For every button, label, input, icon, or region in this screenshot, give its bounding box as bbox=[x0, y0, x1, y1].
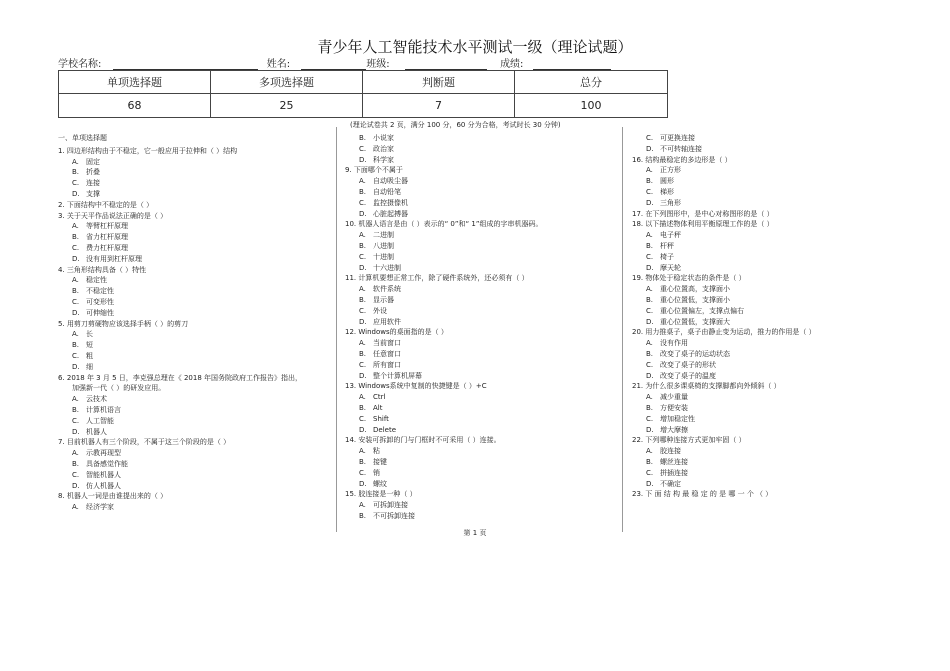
question-text: 23. 下 面 结 构 最 稳 定 的 是 哪 一 个 （ ） bbox=[632, 490, 773, 499]
option-text: 所有窗口 bbox=[373, 360, 401, 369]
answer-option[interactable] bbox=[632, 295, 892, 306]
option-letter: A. bbox=[72, 449, 79, 458]
option-letter: A. bbox=[72, 222, 79, 231]
answer-option[interactable] bbox=[58, 502, 323, 513]
question-text: 19. 物体处于稳定状态的条件是（ ） bbox=[632, 274, 746, 283]
option-text: 仿人机器人 bbox=[86, 481, 121, 490]
option-letter: D. bbox=[646, 144, 654, 153]
answer-option[interactable] bbox=[632, 338, 892, 349]
answer-option[interactable] bbox=[58, 362, 323, 373]
score-value: 68 bbox=[59, 94, 211, 117]
option-text: 正方形 bbox=[660, 166, 681, 175]
option-text: 可变形性 bbox=[86, 297, 114, 306]
option-letter: A. bbox=[72, 330, 79, 339]
option-letter: A. bbox=[359, 285, 366, 294]
answer-option[interactable] bbox=[632, 392, 892, 403]
option-letter: D. bbox=[72, 362, 80, 371]
option-text: Delete bbox=[373, 425, 396, 434]
question-text: 2. 下面结构中不稳定的是（ ） bbox=[58, 200, 154, 209]
option-text: 具备感觉作能 bbox=[86, 459, 128, 468]
option-letter: A. bbox=[72, 503, 79, 512]
answer-option[interactable] bbox=[632, 241, 892, 252]
student-info-row bbox=[58, 55, 678, 70]
option-text: 销 bbox=[373, 468, 380, 477]
question-text: 4. 三角形结构具备（ ）特性 bbox=[58, 265, 147, 274]
question-text: 9. 下面哪个不属于 bbox=[345, 166, 403, 175]
option-letter: D. bbox=[359, 371, 367, 380]
question-text: 3. 关于天平作品说法正确的是（ ） bbox=[58, 211, 168, 220]
option-text: 十进制 bbox=[373, 252, 394, 261]
option-text: 八进制 bbox=[373, 241, 394, 250]
answer-option[interactable] bbox=[345, 392, 610, 403]
section-title: 一、单项选择题 bbox=[58, 134, 107, 142]
option-text: 计算机语言 bbox=[86, 405, 121, 414]
answer-option[interactable] bbox=[58, 351, 323, 362]
question-text: 10. 机器人语言是由（ ）表示的“ 0”和“ 1”组成的字串机器码。 bbox=[345, 220, 543, 229]
option-text: 显示器 bbox=[373, 295, 394, 304]
answer-option[interactable] bbox=[58, 178, 323, 189]
question-column-3 bbox=[632, 133, 892, 500]
option-letter: C. bbox=[359, 198, 367, 207]
option-letter: D. bbox=[359, 425, 367, 434]
option-text: 智能机器人 bbox=[86, 470, 121, 479]
exam-info: (理论试卷共 2 页，满分 100 分，60 分为合格，考试时长 30 分钟) bbox=[350, 121, 561, 129]
question-text: 8. 机器人一词是由谁提出来的（ ） bbox=[58, 492, 168, 501]
score-header: 多项选择题 bbox=[211, 71, 363, 94]
option-letter: A. bbox=[72, 276, 79, 285]
option-text: 连接 bbox=[86, 179, 100, 188]
answer-option[interactable] bbox=[58, 340, 323, 351]
option-text: 重心位置高，支撑面小 bbox=[660, 285, 730, 294]
option-text: 示教再现型 bbox=[86, 449, 121, 458]
option-text: 重心位置低，支撑面大 bbox=[660, 317, 730, 326]
question-text: 12. Windows的桌面指的是（ ） bbox=[345, 328, 448, 337]
answer-option[interactable] bbox=[345, 198, 610, 209]
answer-option[interactable] bbox=[345, 425, 610, 436]
column-divider bbox=[622, 127, 623, 532]
option-text: 不稳定性 bbox=[86, 287, 114, 296]
option-text: 科学家 bbox=[373, 155, 394, 164]
option-text: 软件系统 bbox=[373, 285, 401, 294]
option-letter: A. bbox=[359, 393, 366, 402]
option-letter: B. bbox=[72, 168, 80, 177]
option-letter: D. bbox=[646, 371, 654, 380]
school-field[interactable] bbox=[113, 59, 258, 70]
answer-option[interactable] bbox=[345, 187, 610, 198]
option-letter: D. bbox=[646, 198, 654, 207]
option-text: 减少重量 bbox=[660, 393, 688, 402]
option-letter: A. bbox=[646, 339, 653, 348]
question-text: 16. 结构最稳定的多边形是（ ） bbox=[632, 155, 732, 164]
answer-option[interactable] bbox=[58, 308, 323, 319]
option-letter: D. bbox=[72, 308, 80, 317]
answer-option[interactable] bbox=[345, 306, 610, 317]
answer-option[interactable] bbox=[345, 446, 610, 457]
option-letter: C. bbox=[646, 468, 654, 477]
answer-option[interactable] bbox=[58, 448, 323, 459]
answer-option[interactable] bbox=[345, 155, 610, 166]
option-text: 可更换连接 bbox=[660, 134, 695, 142]
option-text: 椅子 bbox=[660, 252, 674, 261]
option-text: 整个计算机屏幕 bbox=[373, 371, 422, 380]
option-letter: B. bbox=[359, 457, 367, 466]
score-label: 成绩: bbox=[500, 59, 524, 70]
question-column-1 bbox=[58, 133, 323, 513]
answer-option[interactable] bbox=[345, 209, 610, 220]
option-text: 增加稳定性 bbox=[660, 414, 695, 423]
answer-option[interactable] bbox=[345, 414, 610, 425]
answer-option[interactable] bbox=[632, 317, 892, 328]
option-letter: A. bbox=[646, 393, 653, 402]
option-text: 监控摄像机 bbox=[373, 198, 408, 207]
option-text: 稳定性 bbox=[86, 276, 107, 285]
option-letter: D. bbox=[359, 209, 367, 218]
option-text: 短 bbox=[86, 341, 93, 350]
option-text: 不确定 bbox=[660, 479, 681, 488]
option-letter: C. bbox=[359, 360, 367, 369]
answer-option[interactable] bbox=[345, 144, 610, 155]
option-text: 拼插连接 bbox=[660, 468, 688, 477]
answer-option[interactable] bbox=[632, 187, 892, 198]
option-letter: D. bbox=[72, 254, 80, 263]
score-value: 25 bbox=[211, 94, 363, 117]
option-letter: C. bbox=[72, 470, 80, 479]
answer-option[interactable] bbox=[58, 167, 323, 178]
option-text: 费力杠杆原理 bbox=[86, 243, 128, 252]
answer-option[interactable] bbox=[632, 349, 892, 360]
option-text: 改变了桌子的形状 bbox=[660, 360, 716, 369]
option-text: 自动铅笔 bbox=[373, 187, 401, 196]
option-text: 外设 bbox=[373, 306, 387, 315]
option-letter: D. bbox=[359, 155, 367, 164]
answer-option[interactable] bbox=[58, 157, 323, 168]
option-letter: B. bbox=[359, 403, 367, 412]
score-field[interactable] bbox=[533, 59, 611, 70]
option-text: 不可拆卸连接 bbox=[373, 511, 415, 520]
option-text: 可伸缩性 bbox=[86, 308, 114, 317]
answer-option[interactable] bbox=[345, 403, 610, 414]
question-text: 21. 为什么很多课桌椅的支撑脚都向外倾斜（ ） bbox=[632, 382, 781, 391]
option-letter: B. bbox=[72, 341, 80, 350]
option-text: 省力杠杆原理 bbox=[86, 233, 128, 242]
option-text: 电子秤 bbox=[660, 231, 681, 240]
page-number: 第 1 页 bbox=[463, 529, 487, 537]
answer-option[interactable] bbox=[345, 230, 610, 241]
option-text: 杆秤 bbox=[660, 241, 674, 250]
answer-option[interactable] bbox=[345, 241, 610, 252]
option-text: 方便安装 bbox=[660, 403, 688, 412]
option-text: 增大摩擦 bbox=[660, 425, 688, 434]
answer-option[interactable] bbox=[345, 371, 610, 382]
option-letter: B. bbox=[359, 511, 367, 520]
option-text: 没有用到杠杆原理 bbox=[86, 254, 142, 263]
answer-option[interactable] bbox=[58, 243, 323, 254]
answer-option[interactable] bbox=[58, 405, 323, 416]
option-letter: A. bbox=[359, 177, 366, 186]
answer-option[interactable] bbox=[345, 468, 610, 479]
answer-option[interactable] bbox=[632, 263, 892, 274]
option-text: 摩天轮 bbox=[660, 263, 681, 272]
answer-option[interactable] bbox=[58, 297, 323, 308]
answer-option[interactable] bbox=[632, 165, 892, 176]
option-letter: B. bbox=[646, 295, 654, 304]
question-text: 11. 计算机要想正常工作，除了硬件系统外，还必须有（ ） bbox=[345, 274, 529, 283]
question-text: 6. 2018 年 3 月 5 日，李克强总理在《 2018 年国务院政府工作报告》指出， bbox=[58, 373, 303, 382]
answer-option[interactable] bbox=[345, 295, 610, 306]
answer-option[interactable] bbox=[345, 479, 610, 490]
option-letter: B. bbox=[646, 457, 654, 466]
option-letter: A. bbox=[646, 285, 653, 294]
question-text: 1. 四边形结构由于不稳定，它一般应用于拉伸和（ ）结构 bbox=[58, 146, 238, 155]
answer-option[interactable] bbox=[345, 252, 610, 263]
option-letter: B. bbox=[359, 295, 367, 304]
option-letter: C. bbox=[359, 306, 367, 315]
answer-option[interactable] bbox=[632, 446, 892, 457]
score-header: 判断题 bbox=[363, 71, 515, 94]
option-text: 等臂杠杆原理 bbox=[86, 222, 128, 231]
option-letter: A. bbox=[359, 447, 366, 456]
option-letter: C. bbox=[646, 414, 654, 423]
answer-option[interactable] bbox=[632, 176, 892, 187]
option-letter: D. bbox=[72, 189, 80, 198]
question-text: 18. 以下描述物体利用平衡原理工作的是（ ） bbox=[632, 220, 774, 229]
option-letter: B. bbox=[646, 349, 654, 358]
option-letter: B. bbox=[72, 233, 80, 242]
answer-option[interactable] bbox=[58, 459, 323, 470]
option-letter: C. bbox=[72, 416, 80, 425]
option-text: 二进制 bbox=[373, 231, 394, 240]
answer-option[interactable] bbox=[58, 189, 323, 200]
answer-option[interactable] bbox=[632, 144, 892, 155]
option-letter: D. bbox=[359, 479, 367, 488]
answer-option[interactable] bbox=[632, 360, 892, 371]
answer-option[interactable] bbox=[58, 232, 323, 243]
answer-option[interactable] bbox=[58, 286, 323, 297]
option-letter: C. bbox=[359, 414, 367, 423]
answer-option[interactable] bbox=[632, 468, 892, 479]
answer-option[interactable] bbox=[345, 457, 610, 468]
option-letter: D. bbox=[646, 425, 654, 434]
answer-option[interactable] bbox=[632, 479, 892, 490]
option-text: 政治家 bbox=[373, 144, 394, 153]
option-text: 当前窗口 bbox=[373, 339, 401, 348]
option-text: 长 bbox=[86, 330, 93, 339]
option-text: 重心位置偏左，支撑点偏右 bbox=[660, 306, 744, 315]
answer-option[interactable] bbox=[632, 252, 892, 263]
option-letter: B. bbox=[72, 459, 80, 468]
option-letter: C. bbox=[646, 252, 654, 261]
option-text: 不可转轴连接 bbox=[660, 144, 702, 153]
class-field[interactable] bbox=[405, 59, 487, 70]
answer-option[interactable] bbox=[632, 425, 892, 436]
answer-option[interactable] bbox=[632, 414, 892, 425]
option-letter: A. bbox=[359, 231, 366, 240]
name-label: 姓名: bbox=[266, 59, 291, 70]
option-text: 自动吸尘器 bbox=[373, 177, 408, 186]
school-label: 学校名称: bbox=[58, 59, 102, 70]
option-letter: A. bbox=[646, 166, 653, 175]
question-text: 14. 安装可拆卸的门与门框时不可采用（ ）连接。 bbox=[345, 436, 501, 445]
option-letter: C. bbox=[646, 134, 654, 142]
option-letter: D. bbox=[646, 263, 654, 272]
answer-option[interactable] bbox=[58, 221, 323, 232]
option-letter: A. bbox=[72, 395, 79, 404]
option-text: 固定 bbox=[86, 157, 100, 166]
answer-option[interactable] bbox=[345, 500, 610, 511]
option-text: 胶连接 bbox=[660, 447, 681, 456]
option-letter: B. bbox=[359, 187, 367, 196]
option-text: 接键 bbox=[373, 457, 387, 466]
score-table bbox=[58, 70, 668, 118]
question-text: 15. 胶连接是一种（ ） bbox=[345, 490, 417, 499]
option-letter: B. bbox=[359, 134, 367, 142]
option-letter: A. bbox=[359, 339, 366, 348]
score-value: 7 bbox=[363, 94, 515, 117]
question-text: 7. 目前机器人有三个阶段，不属于这三个阶段的是（ ） bbox=[58, 438, 231, 447]
option-text: 改变了桌子的温度 bbox=[660, 371, 716, 380]
answer-option[interactable] bbox=[345, 133, 610, 144]
option-text: 圆形 bbox=[660, 177, 674, 186]
answer-option[interactable] bbox=[345, 338, 610, 349]
answer-option[interactable] bbox=[345, 284, 610, 295]
option-text: 云技术 bbox=[86, 395, 107, 404]
option-letter: B. bbox=[72, 405, 80, 414]
score-value: 100 bbox=[580, 99, 602, 112]
option-text: 粘 bbox=[373, 447, 380, 456]
answer-option[interactable] bbox=[58, 481, 323, 492]
answer-option[interactable] bbox=[345, 317, 610, 328]
question-text: 17. 在下列图形中，是中心对称图形的是（ ） bbox=[632, 209, 774, 218]
option-text: 梯形 bbox=[660, 187, 674, 196]
option-letter: C. bbox=[359, 252, 367, 261]
answer-option[interactable] bbox=[632, 403, 892, 414]
option-text: 螺纹 bbox=[373, 479, 387, 488]
option-letter: B. bbox=[359, 349, 367, 358]
option-text: 支撑 bbox=[86, 189, 100, 198]
answer-option[interactable] bbox=[632, 230, 892, 241]
score-header: 单项选择题 bbox=[59, 71, 211, 94]
option-text: 十六进制 bbox=[373, 263, 401, 272]
option-letter: D. bbox=[72, 427, 80, 436]
answer-option[interactable] bbox=[58, 394, 323, 405]
name-field[interactable] bbox=[301, 59, 366, 70]
option-letter: C. bbox=[646, 360, 654, 369]
answer-option[interactable] bbox=[632, 457, 892, 468]
answer-option[interactable] bbox=[58, 427, 323, 438]
answer-option[interactable] bbox=[632, 284, 892, 295]
option-letter: B. bbox=[646, 241, 654, 250]
question-text: 5. 用剪刀剪硬物应该选择手柄（ ）的剪刀 bbox=[58, 319, 189, 328]
answer-option[interactable] bbox=[58, 275, 323, 286]
option-text: 任意窗口 bbox=[373, 349, 401, 358]
option-letter: D. bbox=[646, 317, 654, 326]
option-text: Alt bbox=[373, 403, 383, 412]
option-text: 螺丝连接 bbox=[660, 457, 688, 466]
option-letter: A. bbox=[359, 501, 366, 510]
option-text: 折叠 bbox=[86, 168, 100, 177]
option-letter: C. bbox=[72, 179, 80, 188]
score-header: 总分 bbox=[515, 71, 667, 94]
option-text: 心脏起搏器 bbox=[373, 209, 408, 218]
option-text: 三角形 bbox=[660, 198, 681, 207]
answer-option[interactable] bbox=[632, 133, 892, 144]
option-letter: A. bbox=[646, 447, 653, 456]
answer-option[interactable] bbox=[632, 371, 892, 382]
option-text: 没有作用 bbox=[660, 339, 688, 348]
answer-option[interactable] bbox=[58, 416, 323, 427]
option-letter: A. bbox=[72, 157, 79, 166]
option-text: 细 bbox=[86, 362, 93, 371]
option-text: 小说家 bbox=[373, 134, 394, 142]
option-text: 可拆卸连接 bbox=[373, 501, 408, 510]
option-letter: D. bbox=[359, 317, 367, 326]
question-column-2 bbox=[345, 133, 610, 522]
option-text: 机器人 bbox=[86, 427, 107, 436]
option-text: Ctrl bbox=[373, 393, 386, 402]
question-text: 13. Windows系统中复制的快捷键是（ ）+C bbox=[345, 382, 487, 391]
option-letter: C. bbox=[646, 306, 654, 315]
column-divider bbox=[336, 127, 337, 532]
option-letter: B. bbox=[646, 403, 654, 412]
question-text-cont: 加强新一代（ ）的研发应用。 bbox=[72, 384, 166, 393]
option-letter: B. bbox=[646, 177, 654, 186]
answer-option[interactable] bbox=[58, 254, 323, 265]
question-text: 22. 下列哪种连接方式更加牢固（ ） bbox=[632, 436, 746, 445]
answer-option[interactable] bbox=[58, 470, 323, 481]
answer-option[interactable] bbox=[345, 360, 610, 371]
answer-option[interactable] bbox=[345, 511, 610, 522]
option-text: 粗 bbox=[86, 351, 93, 360]
option-letter: C. bbox=[359, 144, 367, 153]
exam-title: 青少年人工智能技术水平测试一级（理论试题） bbox=[317, 38, 633, 56]
answer-option[interactable] bbox=[58, 329, 323, 340]
answer-option[interactable] bbox=[632, 306, 892, 317]
option-letter: D. bbox=[646, 479, 654, 488]
option-letter: D. bbox=[72, 481, 80, 490]
answer-option[interactable] bbox=[632, 198, 892, 209]
option-text: 经济学家 bbox=[86, 503, 114, 512]
option-text: 改变了桌子的运动状态 bbox=[660, 349, 730, 358]
option-letter: B. bbox=[359, 241, 367, 250]
option-letter: C. bbox=[72, 243, 80, 252]
class-label: 班级: bbox=[366, 59, 390, 70]
answer-option[interactable] bbox=[345, 176, 610, 187]
option-letter: D. bbox=[359, 263, 367, 272]
option-letter: C. bbox=[646, 187, 654, 196]
question-text: 20. 用力推桌子，桌子由静止变为运动，推力的作用是（ ） bbox=[632, 328, 816, 337]
option-text: Shift bbox=[373, 414, 389, 423]
answer-option[interactable] bbox=[345, 263, 610, 274]
option-letter: B. bbox=[72, 287, 80, 296]
option-text: 重心位置低，支撑面小 bbox=[660, 295, 730, 304]
option-letter: C. bbox=[72, 351, 80, 360]
option-text: 人工智能 bbox=[86, 416, 114, 425]
answer-option[interactable] bbox=[345, 349, 610, 360]
option-letter: A. bbox=[646, 231, 653, 240]
option-letter: C. bbox=[72, 297, 80, 306]
option-letter: C. bbox=[359, 468, 367, 477]
option-text: 应用软件 bbox=[373, 317, 401, 326]
